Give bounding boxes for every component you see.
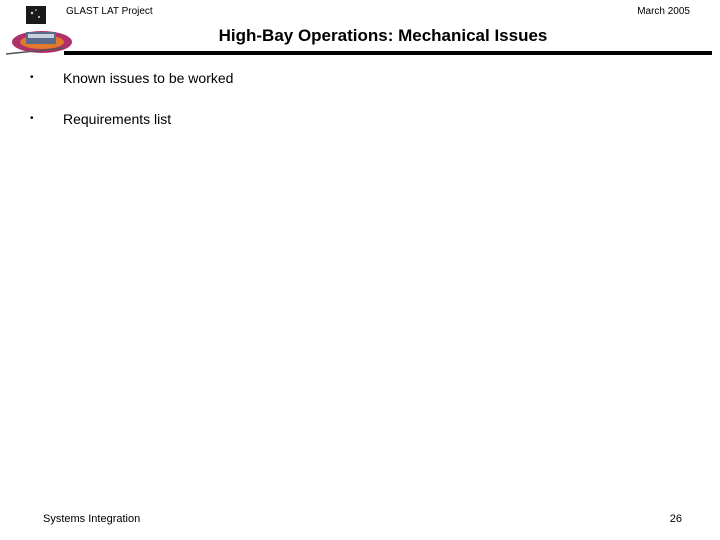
bullet-marker: •: [30, 72, 34, 83]
bullet-marker: •: [30, 113, 34, 124]
slide-title: High-Bay Operations: Mechanical Issues: [218, 26, 548, 45]
list-item: [30, 68, 233, 109]
footer-department: Systems Integration: [43, 513, 141, 525]
bullet-text: Known issues to be worked: [63, 70, 234, 86]
bullet-text: Requirements list: [63, 111, 172, 127]
project-name: GLAST LAT Project: [66, 6, 153, 17]
header-date: March 2005: [637, 6, 690, 17]
page-number: 26: [669, 513, 682, 525]
title-divider: [64, 51, 712, 55]
list-item: [30, 109, 233, 150]
bullet-list: [30, 68, 233, 150]
